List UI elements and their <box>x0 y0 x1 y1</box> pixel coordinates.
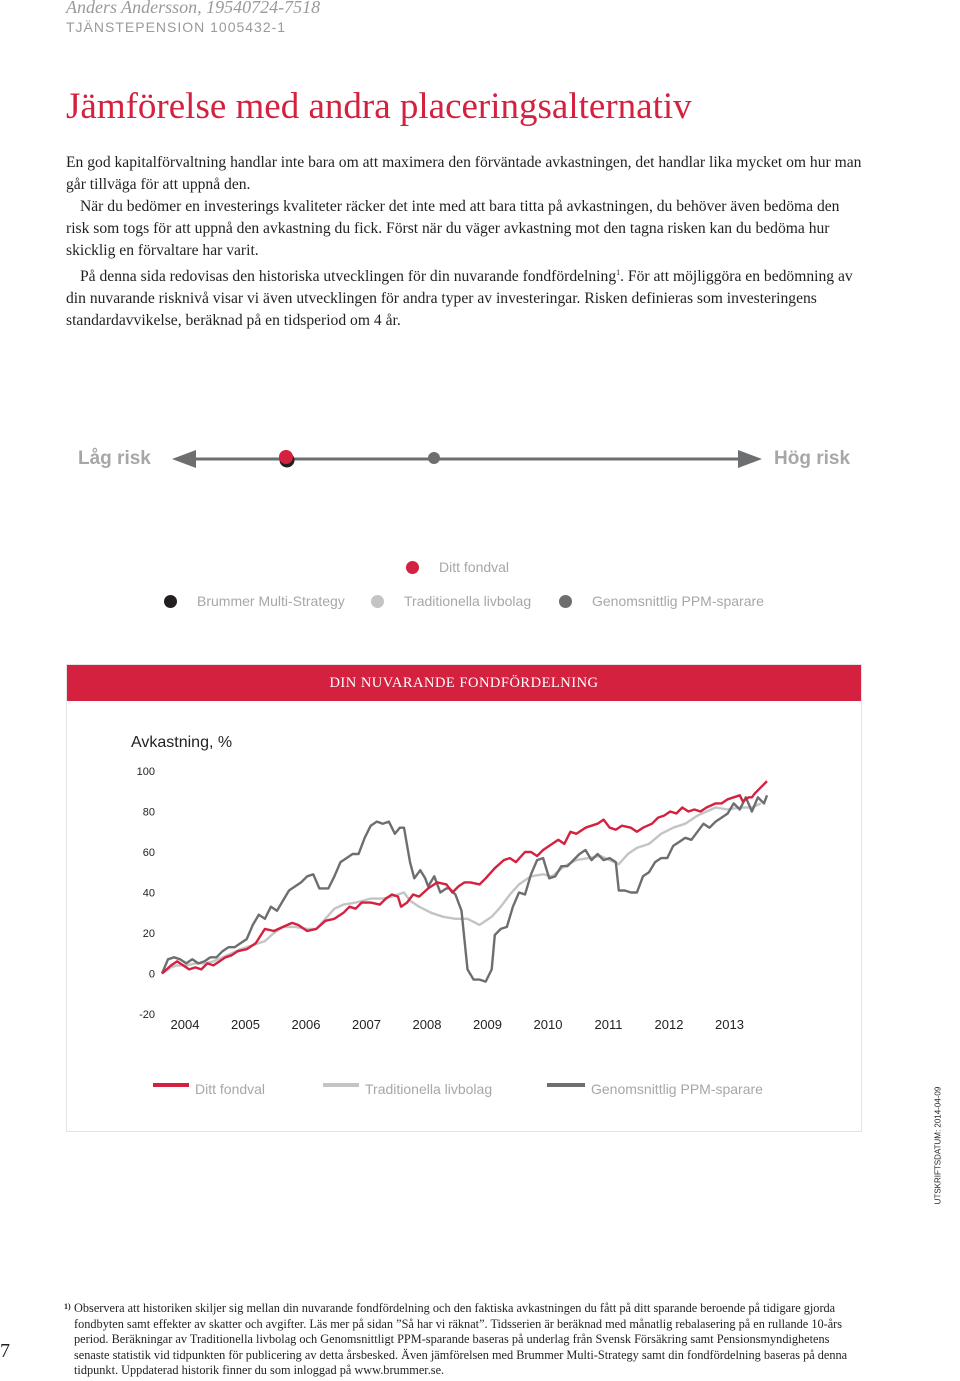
x-tick-label: 2009 <box>473 1017 502 1032</box>
footnote-text: Observera att historiken skiljer sig mellan din nuvarande fondfördelning och den faktiska avkastningen du fått på ditt sparande beroende på tidigare gjorda fondbyten samt effekter av skatter och avgifter. Läs mer på sidan ”Så har vi räknat”. Tidsserien är beräknad med månatlig rebalasering på en rullande 10-års period. Beräkningar av Traditionella livbolag och Genomsnittligt PPM-sparande baseras på underlag från Svensk Försäkring samt Pensionsmyndighetens senaste statistik vid tidpunkten för publicering av detta årsbesked. Även jämförelsen med Brummer Multi-Strategy samt din fondfördelning baseras på denna tidpunkt. Uppdaterad historik finner du som inloggad på www.brummer.se. <box>74 1301 848 1378</box>
x-tick-label: 2008 <box>412 1017 442 1032</box>
y-tick-label: -20 <box>139 1009 155 1021</box>
gray-dot-icon <box>559 595 572 608</box>
chart-title: DIN NUVARANDE FONDFÖRDELNING <box>67 665 861 701</box>
policy-number: TJÄNSTEPENSION 1005432-1 <box>66 19 287 35</box>
intro-paragraph-1: En god kapitalförvaltning handlar inte bara om att maximera den förväntade avkastningen, det handlar lika mycket om hur man går tillväga för att uppnå den. <box>66 154 862 193</box>
footnote-ref: 1 <box>616 268 621 277</box>
series-line-traditionella-livbolag <box>162 803 761 973</box>
y-tick-label: 60 <box>142 847 155 859</box>
low-risk-label: Låg risk <box>78 448 151 469</box>
legend-ppm-label: Genomsnittlig PPM-sparare <box>592 593 764 609</box>
legend-line-label: Traditionella livbolag <box>365 1081 493 1097</box>
x-tick-label: 2010 <box>533 1017 563 1032</box>
legend-ppm <box>559 593 764 609</box>
red-dot-icon <box>406 561 419 574</box>
x-tick-label: 2004 <box>170 1017 200 1032</box>
print-date <box>933 1086 960 1261</box>
x-tick-label: 2012 <box>654 1017 684 1032</box>
line-chart <box>67 665 863 1133</box>
black-dot-icon <box>164 595 177 608</box>
chart-box <box>66 664 862 1132</box>
right-arrow-icon <box>738 450 762 468</box>
intro-paragraph-3-b: . För att möjliggöra en bedömning av din nuvarande risknivå visar vi även utvecklingen för andra typer av investeringar. Risken definieras som investeringens standardavvikelse, beräknad på en tidsperiod om 4 år. <box>66 268 853 330</box>
series-line-genomsnittlig-ppm-sparare <box>162 795 767 981</box>
legend-brummer-label: Brummer Multi-Strategy <box>197 593 345 609</box>
x-tick-label: 2007 <box>352 1017 381 1032</box>
intro-paragraph-2: När du bedömer en investerings kvaliteter räcker det inte med att bara titta på avkastningen, du behöver även bedöma den risk som togs för att uppnå den avkastning du fick. Först när du väger avkastning mot den tagna risken kan du bedöma hur skicklig en förvaltare har varit. <box>66 198 840 259</box>
legend-ditt-fondval <box>406 559 509 575</box>
owner-name: Anders Andersson, 19540724-7518 <box>66 0 321 17</box>
print-date-text: UTSKRIFTSDATUM: 2014-04-09 <box>933 1086 943 1205</box>
chart-ylabel: Avkastning, % <box>131 734 233 751</box>
risk-marker-ditt-fondval <box>279 450 293 464</box>
x-tick-label: 2005 <box>231 1017 260 1032</box>
y-tick-label: 80 <box>142 806 155 819</box>
legend-ditt-fondval-label: Ditt fondval <box>439 559 510 575</box>
intro-paragraph-3-a: På denna sida redovisas den historiska utvecklingen för din nuvarande fondfördelning <box>80 268 617 286</box>
left-arrow-icon <box>172 450 196 468</box>
risk-marker-ppm <box>428 452 440 464</box>
y-tick-label: 100 <box>136 766 155 778</box>
legend-trad <box>371 593 531 609</box>
legend-trad-label: Traditionella livbolag <box>404 593 532 609</box>
high-risk-label: Hög risk <box>774 448 851 469</box>
y-tick-label: 0 <box>148 968 155 981</box>
y-tick-label: 20 <box>142 928 155 940</box>
legend-line-label: Genomsnittlig PPM-sparare <box>591 1081 763 1097</box>
page-number: 7 <box>0 1340 10 1362</box>
risk-scale <box>0 0 960 500</box>
light-gray-dot-icon <box>371 595 384 608</box>
x-tick-label: 2011 <box>594 1017 623 1032</box>
legend-line-label: Ditt fondval <box>195 1081 266 1097</box>
page-title: Jämförelse med andra placeringsalternativ <box>66 86 692 127</box>
x-tick-label: 2013 <box>715 1017 744 1032</box>
y-tick-label: 40 <box>142 887 155 900</box>
x-tick-label: 2006 <box>291 1017 321 1032</box>
legend-brummer <box>164 593 345 609</box>
footnote-mark: 1) <box>64 1302 71 1311</box>
